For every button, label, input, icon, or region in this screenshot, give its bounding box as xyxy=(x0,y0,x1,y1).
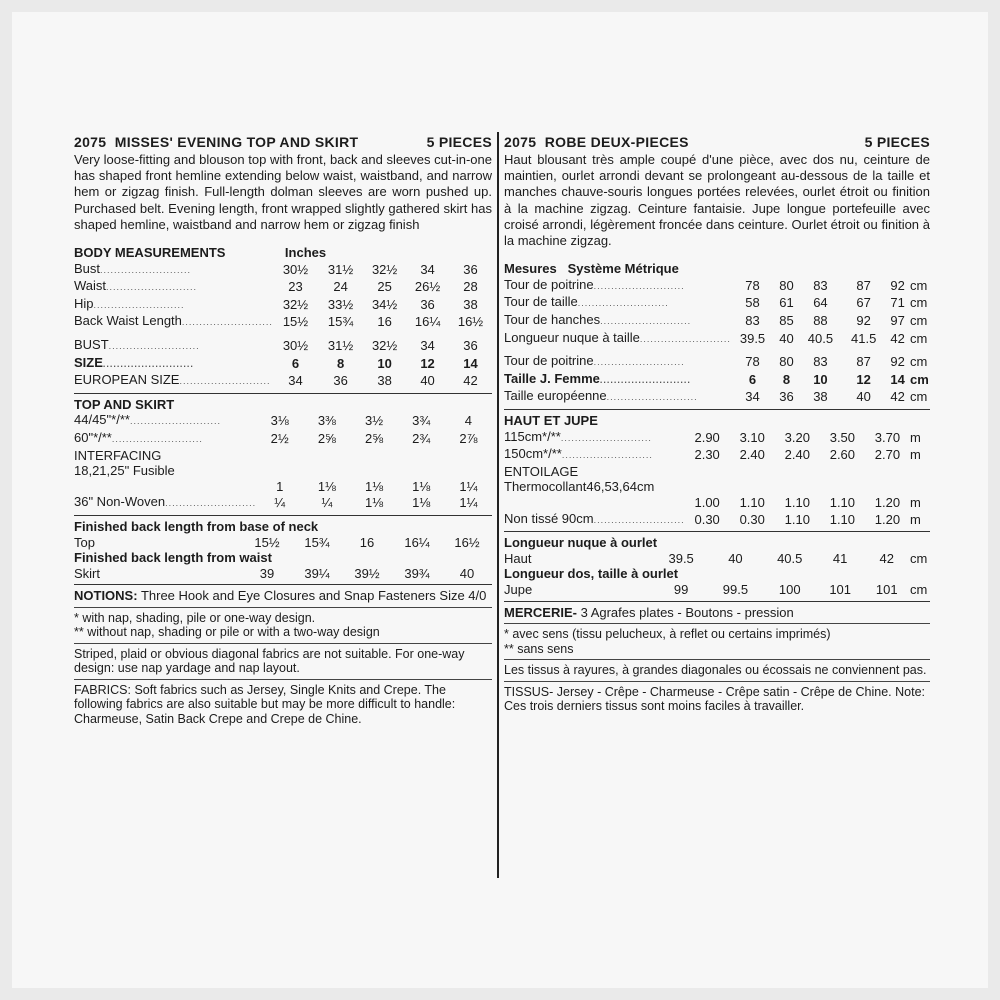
size-value: 1¼ xyxy=(459,495,478,511)
size-value: 3.10 xyxy=(739,429,765,445)
size-value: 2.60 xyxy=(829,447,856,463)
size-value: 41.5 xyxy=(851,330,877,346)
section-heading: Finished back length from waist xyxy=(74,550,272,566)
french-column xyxy=(504,134,930,714)
size-value: 31½ xyxy=(327,337,354,353)
measurement-row xyxy=(504,429,930,447)
pattern-title: 2075 ROBE DEUX-PIECES xyxy=(504,134,689,150)
row-label: Non tissé 90cm.......................... xyxy=(504,510,685,526)
size-value: 40.5 xyxy=(807,330,834,346)
row-label: Jupe xyxy=(504,581,533,597)
row-label: Taille J. Femme.......................... xyxy=(504,370,691,386)
notions-text: NOTIONS: Three Hook and Eye Closures and Snap Fasteners Size 4/0 xyxy=(74,588,487,604)
measurement-row xyxy=(504,582,930,598)
unit-label: cm xyxy=(910,330,928,346)
row-label: SIZE.......................... xyxy=(74,354,194,370)
size-value: 4 xyxy=(464,413,473,429)
size-value: 16 xyxy=(359,534,375,550)
size-value: 39¼ xyxy=(304,565,330,581)
measurement-row xyxy=(74,479,492,495)
size-value: 1.20 xyxy=(874,494,901,510)
size-value: 101 xyxy=(829,581,852,597)
size-value: 1⅛ xyxy=(412,495,431,511)
size-value: 100 xyxy=(778,581,801,597)
unit-label: m xyxy=(910,447,921,463)
size-value: 33½ xyxy=(327,296,354,312)
size-value: 40 xyxy=(728,550,743,566)
size-value: 80 xyxy=(779,354,794,370)
size-value: 16¼ xyxy=(414,314,441,330)
size-value: 39.5 xyxy=(739,330,766,346)
size-value: 87 xyxy=(856,277,871,293)
size-value: 1.10 xyxy=(739,494,765,510)
measurement-row xyxy=(74,313,492,331)
unit-label: cm xyxy=(910,389,928,405)
measurement-row xyxy=(74,355,492,373)
pieces-count: 5 PIECES xyxy=(426,134,492,150)
measurement-row xyxy=(74,566,492,582)
size-value: 80 xyxy=(779,277,794,293)
fabrics-text: FABRICS: Soft fabrics such as Jersey, Single Knits and Crepe. The following fabrics are also suitable but may be more difficult to handle: Charmeuse, Satin Back Crepe and Crepe de Chine. xyxy=(74,682,456,726)
unit-label: cm xyxy=(910,550,928,566)
unit-label: cm xyxy=(910,371,929,387)
size-value: 36 xyxy=(420,296,435,312)
measurement-row xyxy=(504,294,930,312)
size-value: 3.70 xyxy=(874,429,901,445)
size-value: 92 xyxy=(890,354,905,370)
section-heading: Finished back length from base of neck xyxy=(74,518,319,534)
body-measurements-table xyxy=(504,261,930,406)
row-label: 60"*/**.......................... xyxy=(74,429,203,445)
size-value: 6 xyxy=(291,355,300,371)
size-value: 40 xyxy=(420,373,435,389)
measurement-row xyxy=(74,261,492,279)
unit-label: cm xyxy=(910,581,928,597)
interfacing-sub: Thermocollant46,53,64cm xyxy=(504,479,655,495)
size-value: 34 xyxy=(420,261,435,277)
size-value: 85 xyxy=(779,313,794,328)
size-value: 42 xyxy=(890,330,905,346)
row-label: Haut xyxy=(504,550,532,566)
size-value: 2⅝ xyxy=(317,430,336,446)
size-value: 71 xyxy=(890,295,905,311)
row-label: Waist.......................... xyxy=(74,278,198,294)
row-label: Back Waist Length.......................... xyxy=(74,313,273,329)
size-value: 1.10 xyxy=(829,511,856,527)
unit-label: m xyxy=(910,511,921,527)
size-value: 10 xyxy=(377,355,392,371)
measurement-row xyxy=(74,430,492,448)
size-value: 87 xyxy=(856,354,871,370)
column-divider xyxy=(497,132,499,878)
measurement-row xyxy=(74,535,492,551)
size-value: 3¾ xyxy=(412,413,431,429)
unit-label: m xyxy=(910,494,921,510)
interfacing-heading: ENTOILAGE xyxy=(504,463,579,479)
row-label: 44/45"*/**.......................... xyxy=(74,412,221,428)
measurement-row xyxy=(504,353,930,371)
size-value: 42 xyxy=(890,389,905,405)
size-value: 1.10 xyxy=(784,511,810,527)
nap-note-1: * avec sens (tissu pelucheux, à reflet ou certains imprimés) xyxy=(504,627,831,641)
pieces-count: 5 PIECES xyxy=(864,134,930,150)
size-value: 28 xyxy=(463,279,478,295)
size-value: 8 xyxy=(782,371,791,387)
row-label: Tour de hanches.......................... xyxy=(504,312,692,327)
size-value: 83 xyxy=(813,354,828,370)
size-value: 58 xyxy=(745,295,760,311)
row-label: Tour de poitrine.......................... xyxy=(504,353,685,369)
notions-text: MERCERIE- 3 Agrafes plates - Boutons - pression xyxy=(504,604,794,620)
size-value: 36 xyxy=(779,389,794,405)
size-value: 99.5 xyxy=(722,581,749,597)
size-value: 39¾ xyxy=(404,565,430,581)
row-label xyxy=(504,495,685,511)
size-value: 8 xyxy=(336,355,345,371)
size-value: 34 xyxy=(745,389,760,405)
size-value: 38 xyxy=(463,296,478,312)
row-label xyxy=(74,479,256,495)
size-value: 92 xyxy=(890,277,905,293)
row-label: 115cm*/**.......................... xyxy=(504,428,652,444)
size-value: 10 xyxy=(813,371,828,387)
size-value: 32½ xyxy=(371,337,398,353)
size-value: 3.50 xyxy=(829,429,856,445)
size-value: 31½ xyxy=(327,261,354,277)
size-value: 15½ xyxy=(282,314,309,330)
size-value: 38 xyxy=(377,373,392,389)
size-value: 1¼ xyxy=(459,478,478,494)
size-value: 0.30 xyxy=(694,511,720,527)
size-value: ¼ xyxy=(321,495,333,511)
size-value: 1 xyxy=(276,478,284,494)
row-label: Bust.......................... xyxy=(74,260,192,276)
size-value: 78 xyxy=(745,277,760,293)
interfacing-sub: 18,21,25" Fusible xyxy=(74,463,175,479)
row-label: EUROPEAN SIZE.......................... xyxy=(74,372,271,388)
striped-note: Striped, plaid or obvious diagonal fabrics are not suitable. For one-way design: use nap yardage and nap layout. xyxy=(74,646,465,676)
row-label: BUST.......................... xyxy=(74,336,200,352)
size-value: 15½ xyxy=(254,534,280,550)
size-value: 14 xyxy=(463,355,478,371)
size-value: 32½ xyxy=(282,296,309,312)
size-value: 16½ xyxy=(454,534,480,550)
size-value: 40 xyxy=(459,565,475,581)
size-value: 15¾ xyxy=(304,534,330,550)
size-value: 40 xyxy=(779,330,794,346)
size-value: 12 xyxy=(856,371,871,387)
pattern-title: 2075 MISSES' EVENING TOP AND SKIRT xyxy=(74,134,359,150)
size-value: 14 xyxy=(890,371,905,387)
pattern-header xyxy=(74,134,492,150)
unit-label: cm xyxy=(910,313,928,328)
size-value: 34½ xyxy=(371,296,398,312)
fabrics-text: TISSUS- Jersey - Crêpe - Charmeuse - Crêpe satin - Crêpe de Chine. Note: Ces trois derniers tissus sont moins faciles à travailler. xyxy=(504,684,926,713)
finished-length-table xyxy=(504,535,930,597)
measurement-row xyxy=(504,511,930,529)
pattern-header xyxy=(504,134,930,150)
size-value: 15¾ xyxy=(327,314,354,330)
size-value: 6 xyxy=(748,371,757,387)
size-value: 1⅛ xyxy=(317,478,336,494)
size-value: 3⅛ xyxy=(270,413,289,429)
size-value: 97 xyxy=(890,313,905,328)
size-value: 30½ xyxy=(282,261,309,277)
finished-length-table xyxy=(74,519,492,581)
measurement-row xyxy=(74,494,492,512)
size-value: 83 xyxy=(745,313,760,328)
units-label: Inches xyxy=(284,245,327,261)
row-label: Skirt xyxy=(74,565,100,581)
row-label: Tour de taille.......................... xyxy=(504,294,669,310)
size-value: 36 xyxy=(333,373,348,389)
measurement-row xyxy=(504,330,930,348)
size-value: 16 xyxy=(377,314,392,330)
body-measurements-table xyxy=(74,245,492,390)
size-value: 1.10 xyxy=(829,494,856,510)
striped-note: Les tissus à rayures, à grandes diagonales ou écossais ne conviennent pas. xyxy=(504,663,927,677)
row-label: Taille européenne.......................... xyxy=(504,388,698,404)
measurement-row xyxy=(504,446,930,464)
size-value: 23 xyxy=(288,279,303,295)
size-value: 39.5 xyxy=(668,550,694,566)
section-heading: TOP AND SKIRT xyxy=(74,396,175,412)
size-value: 30½ xyxy=(282,337,309,353)
description: Very loose-fitting and blouson top with front, back and sleeves cut-in-one has shaped front hemline extending below waist, waistband, and narrow hem or zigzag finish. Full-length dolman sleeves are worn pushed up. Purchased belt. Evening length, front wrapped slightly gathered skirt has shaped hemline, waistband and narrow hem or zigzag finish xyxy=(74,152,492,232)
size-value: 2.40 xyxy=(784,447,810,463)
size-value: 40 xyxy=(856,389,871,405)
size-value: 24 xyxy=(333,279,348,295)
size-value: 25 xyxy=(377,279,392,295)
measurement-row xyxy=(504,495,930,511)
size-value: 1⅛ xyxy=(365,495,384,511)
size-value: 38 xyxy=(813,389,828,405)
size-value: 2.90 xyxy=(694,429,720,445)
measurement-row xyxy=(504,388,930,406)
size-value: 0.30 xyxy=(739,511,765,527)
size-value: 3.20 xyxy=(784,429,810,445)
measurement-row xyxy=(74,337,492,355)
size-value: 42 xyxy=(463,373,478,389)
row-label: 36" Non-Woven.......................... xyxy=(74,494,257,510)
interfacing-heading: INTERFACING xyxy=(74,447,162,463)
size-value: 2.30 xyxy=(694,447,720,463)
row-label: Longueur nuque à taille.......................... xyxy=(504,329,731,345)
row-label: Top xyxy=(74,534,95,550)
section-heading: HAUT ET JUPE xyxy=(504,412,598,428)
size-value: 1.20 xyxy=(874,511,901,527)
measurement-row xyxy=(74,278,492,296)
measurement-row xyxy=(504,371,930,389)
size-value: 32½ xyxy=(371,261,398,277)
size-value: 3⅜ xyxy=(317,413,336,429)
measurement-row xyxy=(504,277,930,295)
size-value: 34 xyxy=(288,373,303,389)
english-column xyxy=(74,134,492,726)
section-heading: BODY MEASUREMENTS xyxy=(74,245,226,261)
size-value: 39½ xyxy=(354,565,380,581)
row-label: Hip.......................... xyxy=(74,295,185,311)
size-value: 1.10 xyxy=(784,494,810,510)
measurement-row xyxy=(74,372,492,390)
measurement-row xyxy=(74,296,492,314)
section-heading: Mesures Système Métrique xyxy=(504,261,679,277)
size-value: 64 xyxy=(813,295,828,311)
description: Haut blousant très ample coupé d'une pièce, avec dos nu, ceinture de maintien, ourlet arrondi devant se prolongeant au-dessous de la taille et manches chauve-souris longues portées relevées, ourlet étroit ou finition à la machine zigzag. Ceinture fantaisie. Jupe longue portefeuille avec croisé arrondi, légèrement froncée dans ceinture. Ourlet étroit ou finition à la machine zigzag. xyxy=(504,152,930,249)
size-value: 61 xyxy=(779,295,794,311)
size-value: 2⅞ xyxy=(459,430,478,446)
size-value: 36 xyxy=(463,337,478,353)
size-value: 1⅛ xyxy=(365,478,384,494)
size-value: 67 xyxy=(856,295,871,311)
size-value: 2.70 xyxy=(874,447,901,463)
size-value: 12 xyxy=(420,355,435,371)
size-value: 3½ xyxy=(365,413,384,429)
size-value: 2.40 xyxy=(739,447,765,463)
size-value: 2⅝ xyxy=(365,430,384,446)
unit-label: cm xyxy=(910,354,928,370)
yardage-table xyxy=(504,413,930,528)
measurement-row xyxy=(504,312,930,330)
size-value: 83 xyxy=(813,277,828,293)
size-value: 101 xyxy=(875,581,898,597)
unit-label: cm xyxy=(910,277,928,293)
unit-label: cm xyxy=(910,295,928,311)
size-value: 2½ xyxy=(270,430,289,446)
measurement-row xyxy=(74,412,492,430)
size-value: 41 xyxy=(832,550,848,566)
nap-note-2: ** sans sens xyxy=(504,641,574,656)
section-heading: Longueur nuque à ourlet xyxy=(504,535,658,551)
size-value: 1⅛ xyxy=(412,478,431,494)
measurement-row xyxy=(504,551,930,567)
pattern-envelope-back xyxy=(12,12,988,988)
row-label: Tour de poitrine.......................... xyxy=(504,276,685,292)
size-value: 34 xyxy=(420,337,435,353)
nap-note-2: ** without nap, shading or pile or with a two-way design xyxy=(74,625,380,640)
size-value: ¼ xyxy=(274,495,286,511)
size-value: 36 xyxy=(463,261,478,277)
size-value: 42 xyxy=(879,550,894,566)
nap-note-1: * with nap, shading, pile or one-way design. xyxy=(74,610,316,625)
yardage-table xyxy=(74,397,492,512)
size-value: 99 xyxy=(673,581,689,597)
size-value: 39 xyxy=(259,565,275,581)
size-value: 16¼ xyxy=(404,534,430,550)
size-value: 16½ xyxy=(457,314,484,330)
row-label: 150cm*/**.......................... xyxy=(504,446,653,462)
size-value: 88 xyxy=(813,313,828,328)
unit-label: m xyxy=(910,429,921,445)
size-value: 26½ xyxy=(414,279,441,295)
size-value: 92 xyxy=(856,313,871,328)
size-value: 2¾ xyxy=(412,430,431,446)
size-value: 1.00 xyxy=(694,494,720,510)
section-heading: Longueur dos, taille à ourlet xyxy=(504,566,679,582)
size-value: 78 xyxy=(745,354,760,370)
size-value: 40.5 xyxy=(777,550,803,566)
